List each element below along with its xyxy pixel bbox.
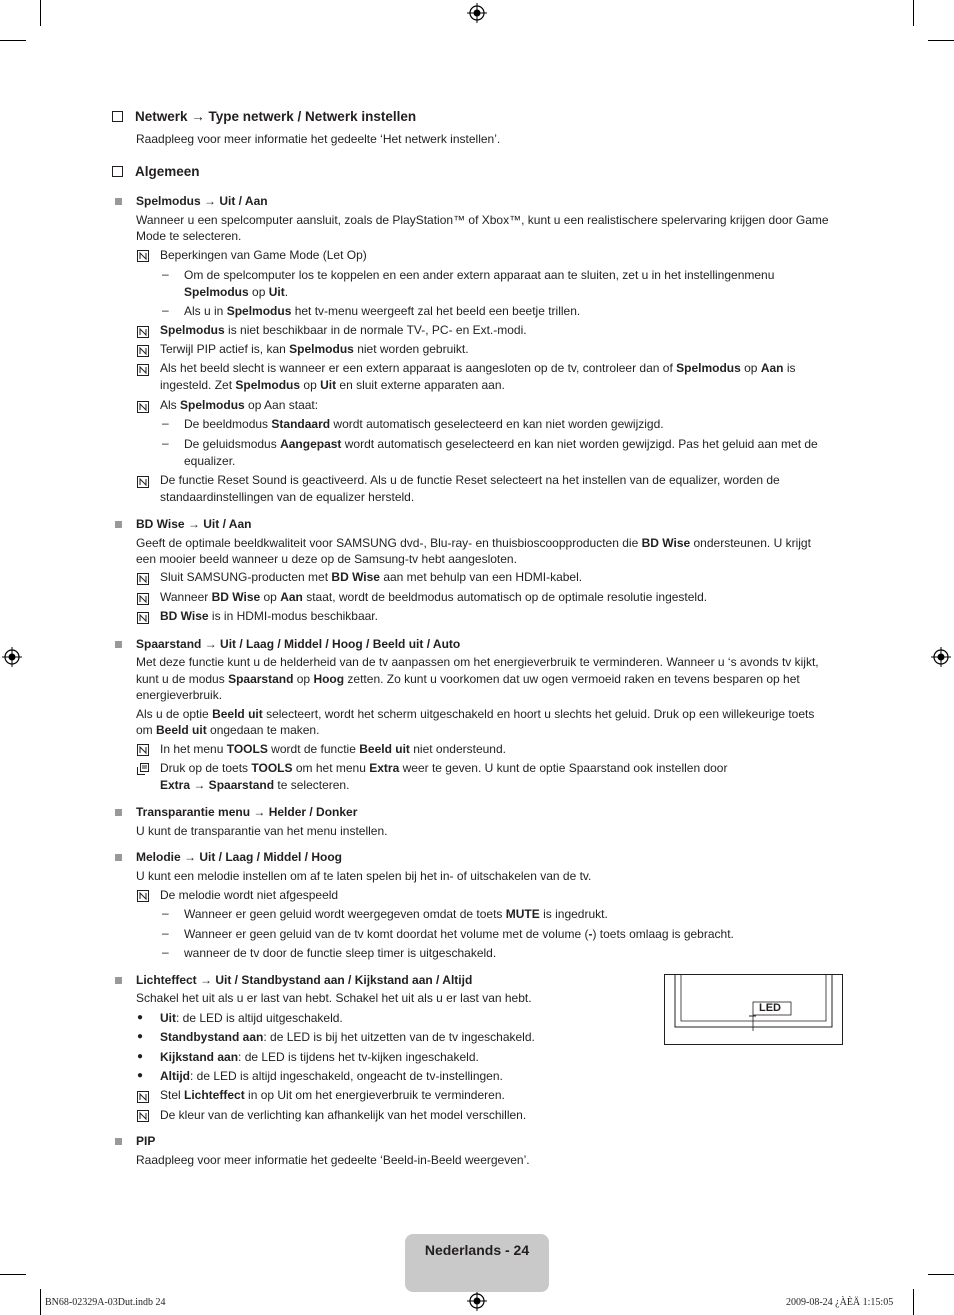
dash-bullet: –	[162, 926, 169, 940]
square-bullet-icon	[115, 641, 122, 648]
paragraph: Wanneer u een spelcomputer aansluit, zoals de PlayStation™ of Xbox™, kunt u een realistischere spelervaring krijgen door Game	[136, 213, 829, 227]
spaarstand-title: Spaarstand → Uit / Laag / Middel / Hoog / Beeld uit / Auto	[136, 637, 461, 651]
square-bullet-icon	[115, 809, 122, 816]
note-text: De functie Reset Sound is geactiveerd. Als u de functie Reset selecteert na het instellen van de equalizer, worden de	[160, 473, 780, 487]
note-icon	[137, 476, 149, 488]
dash-bullet: –	[162, 303, 169, 317]
note-icon	[137, 612, 149, 624]
round-bullet: ●	[137, 1051, 144, 1062]
dash-text: Wanneer er geen geluid van de tv komt doordat het volume met de volume (-) toets omlaag is gebracht.	[184, 927, 734, 941]
paragraph: een mooier beeld wanneer u deze op de Samsung-tv hebt aangesloten.	[136, 552, 517, 566]
bullet-text: Altijd: de LED is altijd ingeschakeld, ongeacht de tv-instellingen.	[160, 1069, 503, 1083]
paragraph: kunt u de modus Spaarstand op Hoog zetten. Zo kunt u voorkomen dat uw ogen vermoeid raken en tevens besparen op het	[136, 672, 800, 686]
crop-mark	[928, 40, 954, 41]
file-info: BN68-02329A-03Dut.indb 24	[45, 1297, 166, 1308]
note-text: Beperkingen van Game Mode (Let Op)	[160, 248, 367, 262]
note-icon	[137, 573, 149, 585]
note-icon	[137, 1091, 149, 1103]
note-icon	[137, 364, 149, 376]
paragraph: Schakel het uit als u er last van hebt. Schakel het uit als u er last van hebt.	[136, 991, 532, 1005]
section-heading-netwerk: Netwerk → Type netwerk / Netwerk instellen	[112, 109, 416, 124]
netwerk-text: Raadpleeg voor meer informatie het gedeelte ‘Het netwerk instellen’.	[136, 132, 501, 146]
dash-bullet: –	[162, 267, 169, 281]
led-illustration	[664, 974, 843, 1045]
crop-mark	[913, 0, 914, 26]
dash-bullet: –	[162, 906, 169, 920]
pip-title: PIP	[136, 1134, 156, 1148]
paragraph: U kunt de transparantie van het menu instellen.	[136, 824, 388, 838]
note-text: Terwijl PIP actief is, kan Spelmodus niet worden gebruikt.	[160, 342, 469, 356]
paragraph: Geeft de optimale beeldkwaliteit voor SAMSUNG dvd-, Blu-ray- en thuisbioscoopproducten die BD Wise ondersteunen. U krijgt	[136, 536, 811, 550]
round-bullet: ●	[137, 1070, 144, 1081]
transparantie-title: Transparantie menu → Helder / Donker	[136, 805, 358, 819]
square-bullet-icon	[115, 977, 122, 984]
lichteffect-title: Lichteffect → Uit / Standbystand aan / Kijkstand aan / Altijd	[136, 973, 473, 987]
dash-text: equalizer.	[184, 454, 236, 468]
note-icon	[137, 345, 149, 357]
crop-mark	[913, 1289, 914, 1315]
note-icon	[137, 890, 149, 902]
note-text: In het menu TOOLS wordt de functie Beeld uit niet ondersteund.	[160, 742, 506, 756]
note-text: Als Spelmodus op Aan staat:	[160, 398, 319, 412]
registration-mark-icon	[931, 647, 951, 667]
dash-text: De beeldmodus Standaard wordt automatisch geselecteerd en kan niet worden gewijzigd.	[184, 417, 664, 431]
dash-bullet: –	[162, 945, 169, 959]
crop-mark	[0, 40, 26, 41]
page-number-tab	[405, 1234, 549, 1292]
registration-mark-icon	[2, 647, 22, 667]
dash-text: Spelmodus op Uit.	[184, 285, 289, 299]
note-text: Stel Lichteffect in op Uit om het energieverbruik te verminderen.	[160, 1088, 505, 1102]
note-icon	[137, 1110, 149, 1122]
note-text: Spelmodus is niet beschikbaar in de normale TV-, PC- en Ext.-modi.	[160, 323, 527, 337]
round-bullet: ●	[137, 1012, 144, 1023]
bullet-text: Kijkstand aan: de LED is tijdens het tv-kijken ingeschakeld.	[160, 1050, 479, 1064]
melodie-title: Melodie → Uit / Laag / Middel / Hoog	[136, 850, 343, 864]
tools-text: Druk op de toets TOOLS om het menu Extra weer te geven. U kunt de optie Spaarstand ook instellen door	[160, 761, 728, 775]
note-icon	[137, 401, 149, 413]
dash-text: Om de spelcomputer los te koppelen en een ander extern apparaat aan te sluiten, zet u in het instellingenmenu	[184, 268, 775, 282]
crop-mark	[928, 1274, 954, 1275]
note-text: Wanneer BD Wise op Aan staat, wordt de beeldmodus automatisch op de optimale resolutie ingesteld.	[160, 590, 708, 604]
bullet-text: Uit: de LED is altijd uitgeschakeld.	[160, 1011, 343, 1025]
paragraph: Als u de optie Beeld uit selecteert, wordt het scherm uitgeschakeld en hoort u slechts het geluid. Druk op een willekeurige toets	[136, 707, 815, 721]
paragraph: energieverbruik.	[136, 688, 223, 702]
dash-text: Wanneer er geen geluid wordt weergegeven omdat de toets MUTE is ingedrukt.	[184, 907, 608, 921]
checkbox-icon	[112, 111, 123, 122]
dash-text: Als u in Spelmodus het tv-menu weergeeft zal het beeld een beetje trillen.	[184, 304, 581, 318]
note-text: ingesteld. Zet Spelmodus op Uit en sluit externe apparaten aan.	[160, 378, 505, 392]
note-icon	[137, 593, 149, 605]
note-text: De kleur van de verlichting kan afhankelijk van het model verschillen.	[160, 1108, 527, 1122]
paragraph: Met deze functie kunt u de helderheid van de tv aanpassen om het energieverbruik te verminderen. Wanneer u ‘s avonds tv kijkt,	[136, 655, 819, 669]
note-text: Sluit SAMSUNG-producten met BD Wise aan met behulp van een HDMI-kabel.	[160, 570, 583, 584]
dash-bullet: –	[162, 436, 169, 450]
bullet-text: Standbystand aan: de LED is bij het uitzetten van de tv ingeschakeld.	[160, 1030, 535, 1044]
note-icon	[137, 744, 149, 756]
paragraph: Mode te selecteren.	[136, 229, 242, 243]
led-label: LED	[759, 1002, 781, 1014]
paragraph: Raadpleeg voor meer informatie het gedeelte ‘Beeld-in-Beeld weergeven’.	[136, 1153, 530, 1167]
note-text: BD Wise is in HDMI-modus beschikbaar.	[160, 609, 378, 623]
note-text: standaardinstellingen van de equalizer hersteld.	[160, 490, 415, 504]
tools-text: Extra → Spaarstand te selecteren.	[160, 778, 350, 792]
page-label: Nederlands - 24	[424, 1242, 530, 1258]
square-bullet-icon	[115, 1138, 122, 1145]
note-text: De melodie wordt niet afgespeeld	[160, 888, 339, 902]
note-text: Als het beeld slecht is wanneer er een extern apparaat is aangesloten op de tv, controleer dan of Spelmodus op Aan is	[160, 361, 796, 375]
dash-text: De geluidsmodus Aangepast wordt automatisch geselecteerd en kan niet worden gewijzigd. Pas het geluid aan met de	[184, 437, 818, 451]
square-bullet-icon	[115, 521, 122, 528]
square-bullet-icon	[115, 198, 122, 205]
registration-mark-icon	[467, 3, 487, 23]
crop-mark	[40, 1289, 41, 1315]
checkbox-icon	[112, 166, 123, 177]
tools-icon	[137, 763, 149, 775]
note-icon	[137, 250, 149, 262]
paragraph: om Beeld uit ongedaan te maken.	[136, 723, 320, 737]
note-icon	[137, 326, 149, 338]
crop-mark	[40, 0, 41, 26]
section-heading-algemeen: Algemeen	[112, 164, 200, 179]
spelmodus-title: Spelmodus → Uit / Aan	[136, 194, 268, 208]
dash-bullet: –	[162, 416, 169, 430]
dash-text: wanneer de tv door de functie sleep timer is uitgeschakeld.	[184, 946, 497, 960]
crop-mark	[0, 1274, 26, 1275]
round-bullet: ●	[137, 1031, 144, 1042]
registration-mark-icon	[467, 1291, 487, 1311]
square-bullet-icon	[115, 854, 122, 861]
tv-outline-icon	[665, 975, 842, 1044]
bdwise-title: BD Wise → Uit / Aan	[136, 517, 252, 531]
print-timestamp: 2009-08-24 ¿ÀÈÄ 1:15:05	[786, 1297, 894, 1308]
paragraph: U kunt een melodie instellen om af te laten spelen bij het in- of uitschakelen van de tv.	[136, 869, 592, 883]
